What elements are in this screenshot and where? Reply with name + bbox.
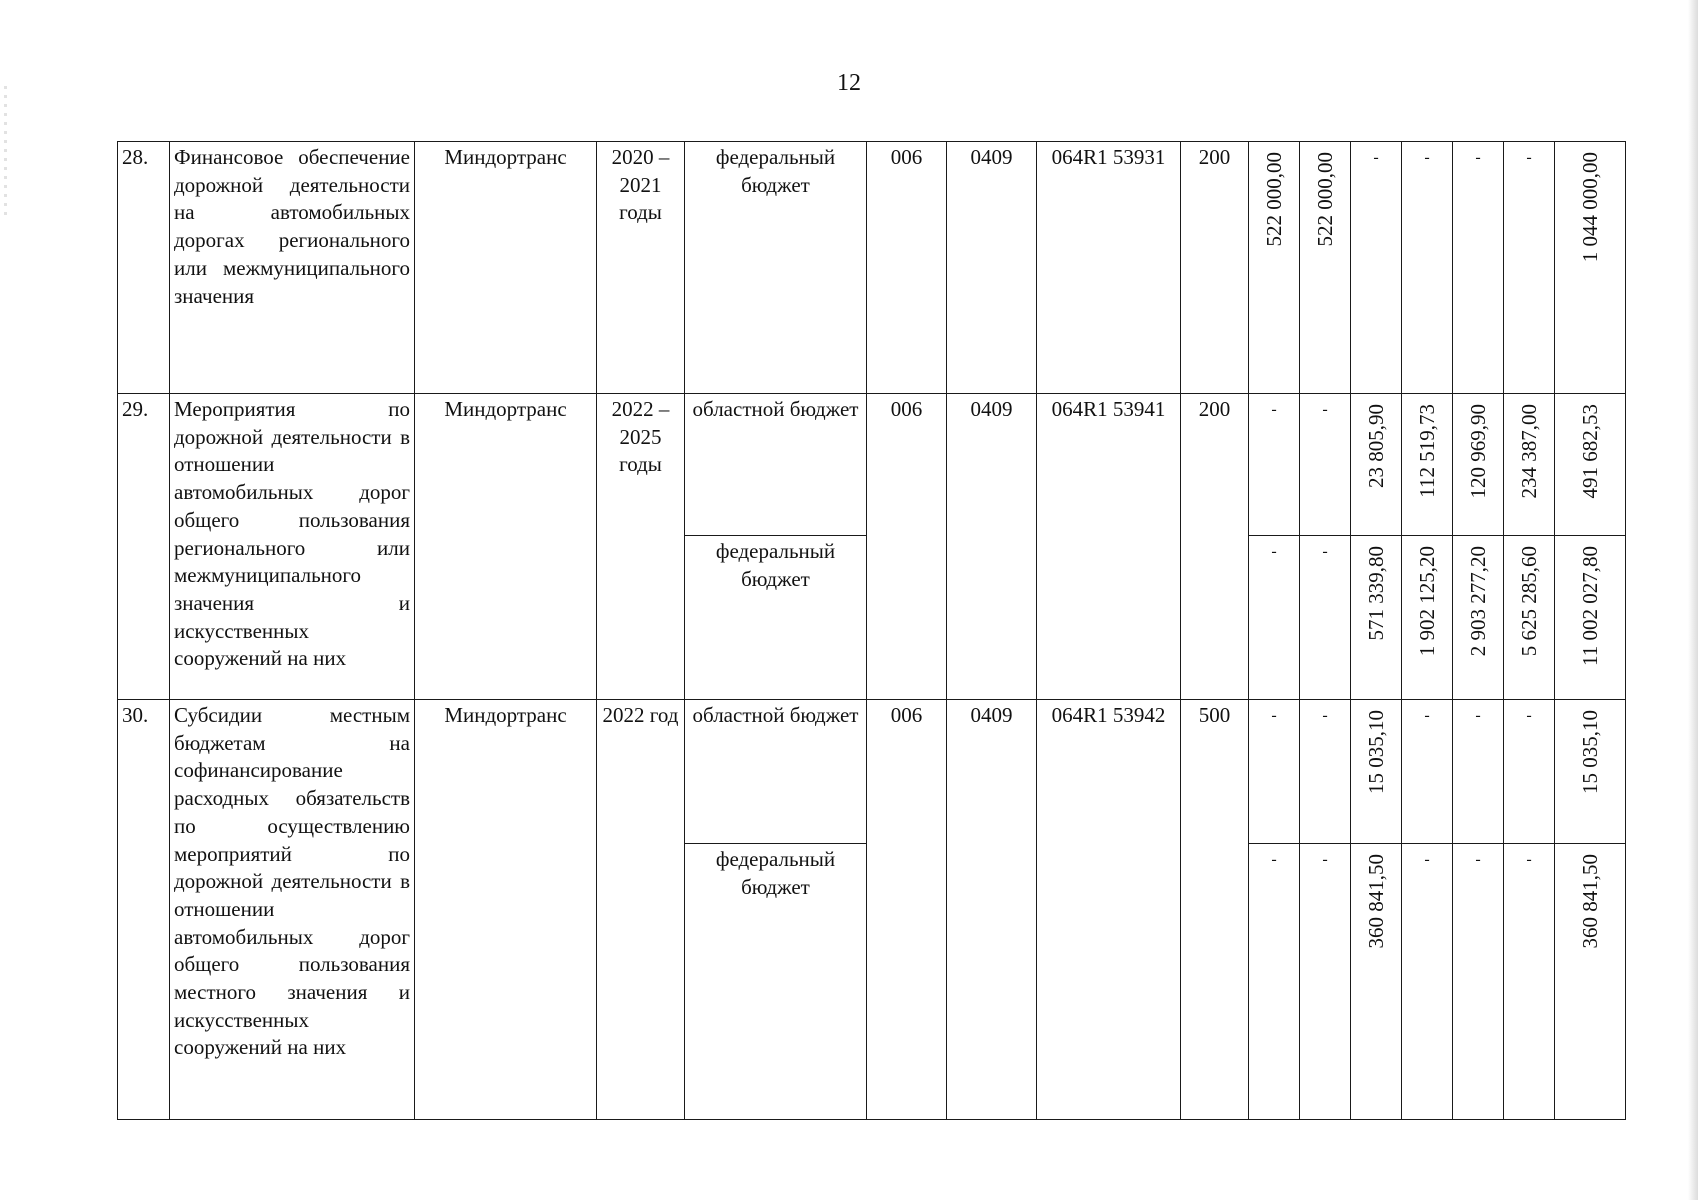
amount-cell [1453, 536, 1504, 700]
empty-amount-mark: - [1526, 149, 1532, 166]
amount-cell [1453, 844, 1504, 1120]
budget-table [117, 141, 1626, 1120]
executor: Миндортранс [415, 142, 597, 394]
amount-value: 2 903 277,20 [1466, 546, 1490, 657]
amount-value: 571 339,80 [1364, 546, 1388, 641]
empty-amount-mark: - [1424, 149, 1430, 166]
activity-name: Мероприятия по дорожной деятельности в отношении автомобильных дорог общего пользования регионального или межмуниципального значения и искусственных сооружений на них [170, 394, 415, 700]
amount-value: 522 000,00 [1262, 152, 1286, 247]
amount-cell [1351, 700, 1402, 844]
amount-value: 1 902 125,20 [1415, 546, 1439, 657]
scan-artifact-right [1688, 0, 1698, 1200]
amount-cell [1504, 536, 1555, 700]
amount-value: 360 841,50 [1364, 854, 1388, 949]
funding-source: федеральный бюджет [685, 844, 867, 1120]
amount-cell [1504, 142, 1555, 394]
section-code: 0409 [947, 142, 1037, 394]
empty-amount-mark: - [1475, 149, 1481, 166]
empty-amount-mark: - [1424, 707, 1430, 724]
amount-cell [1504, 394, 1555, 536]
row-number: 29. [118, 394, 170, 700]
amount-cell [1300, 142, 1351, 394]
row-number: 30. [118, 700, 170, 1120]
amount-cell [1402, 394, 1453, 536]
target-article-code: 064R1 53941 [1037, 394, 1181, 700]
page-number: 12 [837, 70, 861, 96]
table-row [118, 394, 1626, 536]
period: 2022 – 2025 годы [597, 394, 685, 700]
amount-cell [1453, 700, 1504, 844]
empty-amount-mark: - [1424, 851, 1430, 868]
activity-name: Финансовое обеспечение дорожной деятельности на автомобильных дорогах регионального или межмуниципального значения [170, 142, 415, 394]
period: 2022 год [597, 700, 685, 1120]
total-cell [1555, 844, 1626, 1120]
amount-value: 112 519,73 [1415, 404, 1439, 498]
amount-cell [1249, 844, 1300, 1120]
table-row [118, 700, 1626, 844]
section-code: 0409 [947, 394, 1037, 700]
amount-cell [1402, 536, 1453, 700]
target-article-code: 064R1 53931 [1037, 142, 1181, 394]
empty-amount-mark: - [1526, 851, 1532, 868]
grbs-code: 006 [867, 700, 947, 1120]
scan-artifact-left [4, 80, 7, 220]
grbs-code: 006 [867, 142, 947, 394]
amount-value: 5 625 285,60 [1517, 546, 1541, 657]
empty-amount-mark: - [1322, 543, 1328, 560]
total-value: 360 841,50 [1578, 854, 1602, 949]
amount-cell [1402, 844, 1453, 1120]
funding-source: федеральный бюджет [685, 536, 867, 700]
amount-cell [1504, 700, 1555, 844]
expense-type-code: 200 [1181, 142, 1249, 394]
amount-cell [1249, 142, 1300, 394]
section-code: 0409 [947, 700, 1037, 1120]
empty-amount-mark: - [1271, 401, 1277, 418]
amount-cell [1351, 142, 1402, 394]
total-cell [1555, 142, 1626, 394]
amount-cell [1351, 536, 1402, 700]
expense-type-code: 500 [1181, 700, 1249, 1120]
amount-cell [1300, 536, 1351, 700]
amount-value: 234 387,00 [1517, 404, 1541, 499]
funding-source: областной бюджет [685, 700, 867, 844]
total-value: 1 044 000,00 [1578, 152, 1602, 263]
amount-cell [1402, 142, 1453, 394]
empty-amount-mark: - [1322, 401, 1328, 418]
amount-cell [1504, 844, 1555, 1120]
amount-cell [1249, 700, 1300, 844]
empty-amount-mark: - [1373, 149, 1379, 166]
amount-value: 23 805,90 [1364, 404, 1388, 488]
amount-cell [1453, 142, 1504, 394]
total-cell [1555, 394, 1626, 536]
total-value: 15 035,10 [1578, 710, 1602, 794]
executor: Миндортранс [415, 700, 597, 1120]
empty-amount-mark: - [1475, 707, 1481, 724]
total-value: 11 002 027,80 [1578, 546, 1602, 666]
amount-cell [1402, 700, 1453, 844]
empty-amount-mark: - [1271, 707, 1277, 724]
expense-type-code: 200 [1181, 394, 1249, 700]
amount-cell [1300, 394, 1351, 536]
empty-amount-mark: - [1526, 707, 1532, 724]
empty-amount-mark: - [1271, 543, 1277, 560]
amount-cell [1300, 700, 1351, 844]
amount-cell [1249, 394, 1300, 536]
amount-value: 15 035,10 [1364, 710, 1388, 794]
table-row [118, 142, 1626, 394]
total-value: 491 682,53 [1578, 404, 1602, 499]
empty-amount-mark: - [1475, 851, 1481, 868]
funding-source: федеральный бюджет [685, 142, 867, 394]
row-number: 28. [118, 142, 170, 394]
total-cell [1555, 536, 1626, 700]
amount-cell [1351, 394, 1402, 536]
total-cell [1555, 700, 1626, 844]
amount-value: 120 969,90 [1466, 404, 1490, 499]
empty-amount-mark: - [1271, 851, 1277, 868]
target-article-code: 064R1 53942 [1037, 700, 1181, 1120]
funding-source: областной бюджет [685, 394, 867, 536]
amount-cell [1453, 394, 1504, 536]
amount-cell [1351, 844, 1402, 1120]
amount-cell [1249, 536, 1300, 700]
amount-value: 522 000,00 [1313, 152, 1337, 247]
executor: Миндортранс [415, 394, 597, 700]
empty-amount-mark: - [1322, 707, 1328, 724]
amount-cell [1300, 844, 1351, 1120]
empty-amount-mark: - [1322, 851, 1328, 868]
activity-name: Субсидии местным бюджетам на софинансирование расходных обязательств по осуществлению мероприятий по дорожной деятельности в отношении автомобильных дорог общего пользования местного значения и искусственных сооружений на них [170, 700, 415, 1120]
period: 2020 – 2021 годы [597, 142, 685, 394]
grbs-code: 006 [867, 394, 947, 700]
